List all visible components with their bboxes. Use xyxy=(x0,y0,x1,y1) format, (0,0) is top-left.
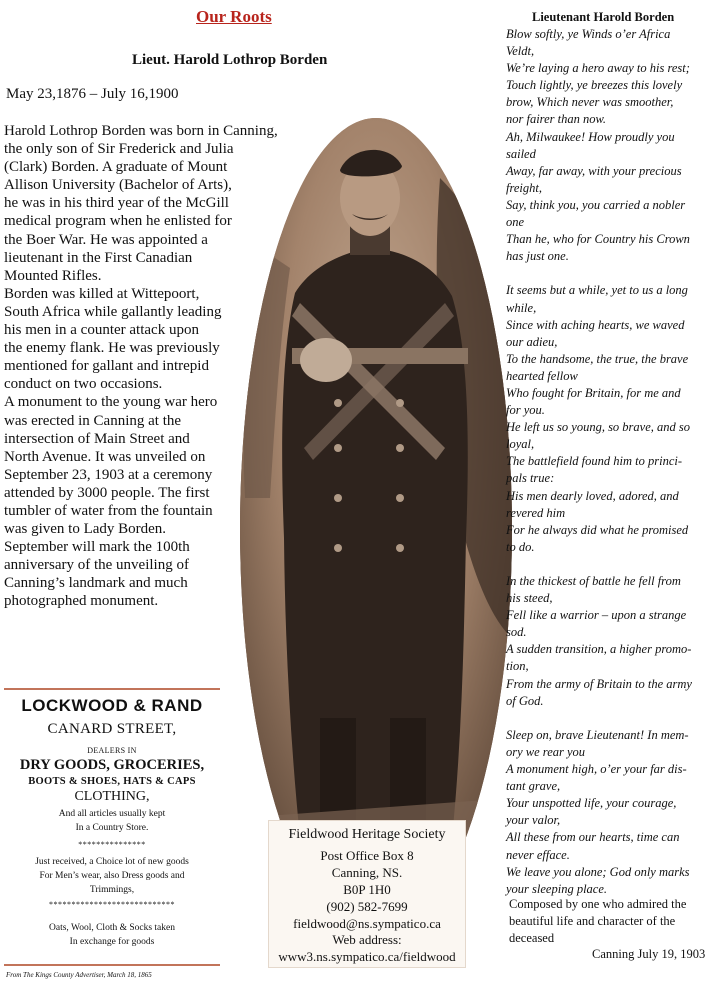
poem-line: To the handsome, the true, the brave xyxy=(506,351,689,366)
article-line: anniversary of the unveiling of xyxy=(4,557,189,574)
society-name: Fieldwood Heritage Society xyxy=(288,827,446,842)
article-line: tumbler of water from the fountain xyxy=(4,502,213,519)
poem-line: Touch lightly, ye breezes this lovely xyxy=(506,78,683,93)
ad-received-line-1: Just received, a Choice lot of new goods xyxy=(35,857,189,867)
attribution-line: beautiful life and character of the xyxy=(509,914,676,928)
ad-boots: BOOTS & SHOES, HATS & CAPS xyxy=(28,776,196,787)
poem-line: We leave you alone; God only marks xyxy=(506,864,690,879)
article-line: attended by 3000 people. The first xyxy=(4,484,210,501)
article-line: Harold Lothrop Borden was born in Canning, xyxy=(4,123,278,139)
poem-line: A sudden transition, a higher promo- xyxy=(506,642,692,657)
poem-line: Fell like a warrior – upon a strange xyxy=(506,608,687,623)
poem-line: brow, Which never was smoother, xyxy=(506,95,674,110)
poem-line: of God. xyxy=(506,693,544,708)
poem-line: For he always did what he promised xyxy=(506,522,689,537)
poem-line: The battlefield found him to princi- xyxy=(506,454,683,469)
poem-text xyxy=(506,26,724,898)
poem-line: Your unspotted life, your courage, xyxy=(506,796,677,811)
article-line: the only son of Sir Frederick and Julia xyxy=(4,141,234,158)
article-line: lieutenant in the First Canadian xyxy=(4,249,193,266)
society-phone: (902) 582-7699 xyxy=(326,899,408,914)
poem-line: A monument high, o’er your far dis- xyxy=(506,762,687,777)
attribution-line: Composed by one who admired the xyxy=(509,897,687,911)
poem-line: for you. xyxy=(506,403,545,418)
ad-dealers: DEALERS IN xyxy=(87,746,137,755)
poem-line: sod. xyxy=(506,625,527,640)
article-line: A monument to the young war hero xyxy=(4,394,218,411)
article-line: North Avenue. It was unveiled on xyxy=(4,448,206,465)
society-postal-code: B0P 1H0 xyxy=(343,882,391,897)
poem-line: while, xyxy=(506,300,537,315)
society-info-box xyxy=(268,820,466,968)
ad-clothing: CLOTHING, xyxy=(74,789,150,804)
poem-line: loyal, xyxy=(506,437,535,452)
stanza-gap xyxy=(506,556,724,573)
poem-line: Than he, who for Country his Crown xyxy=(506,232,690,247)
poem-line: Ah, Milwaukee! How proudly you xyxy=(506,129,675,144)
article-line: was erected in Canning at the xyxy=(4,412,182,429)
poem-line: Away, far away, with your precious xyxy=(506,163,682,178)
society-email-link[interactable]: fieldwood@ns.sympatico.ca xyxy=(293,916,441,931)
society-web-label: Web address: xyxy=(332,932,402,947)
advertisement xyxy=(4,690,220,990)
article-line: Canning’s landmark and much xyxy=(4,575,188,592)
poem-line: His men dearly loved, adored, and xyxy=(506,488,679,503)
poem-line: Veldt, xyxy=(506,44,535,59)
article-line: Borden was killed at Wittepoort, xyxy=(4,285,200,302)
ad-articles-line-1: And all articles usually kept xyxy=(58,809,166,819)
article-line: medical program when he enlisted for xyxy=(4,213,232,230)
article-line: the Boer War. He was appointed a xyxy=(4,231,208,248)
article-line: Mounted Rifles. xyxy=(4,267,102,284)
poem-line: We’re laying a hero away to his rest; xyxy=(506,61,690,76)
poem-line: Say, think you, you carried a nobler xyxy=(506,197,686,212)
article-line: (Clark) Borden. A graduate of Mount xyxy=(4,159,228,176)
stanza-gap xyxy=(506,710,724,727)
article-line: September 23, 1903 at a ceremony xyxy=(4,466,213,483)
poem-line: to do. xyxy=(506,539,535,554)
poem-line: Sleep on, brave Lieutenant! In mem- xyxy=(506,727,689,742)
stanza-gap xyxy=(506,265,724,282)
society-web-link[interactable]: www3.ns.sympatico.ca/fieldwood xyxy=(278,949,456,964)
poem-line: his steed, xyxy=(506,591,553,606)
poem-date: Canning July 19, 1903 xyxy=(592,947,706,961)
poem-line: pals true: xyxy=(506,471,555,486)
poem-line: From the army of Britain to the army xyxy=(506,676,692,691)
poem-line: It seems but a while, yet to us a long xyxy=(506,283,688,298)
portrait-photo xyxy=(240,118,512,940)
article-line: the enemy flank. He was previously xyxy=(4,340,220,357)
article-line: mentioned for gallant and intrepid xyxy=(4,358,209,375)
article-line: South Africa while gallantly leading xyxy=(4,303,222,320)
article-line: conduct on two occasions. xyxy=(4,376,163,393)
ad-source-credit: From The Kings County Advertiser, March 18, 1865 xyxy=(6,971,152,979)
article-line: photographed monument. xyxy=(4,593,159,610)
poem-line: nor fairer than now. xyxy=(506,112,607,127)
poem-line: sailed xyxy=(506,146,536,161)
poem-line: your valor, xyxy=(506,813,561,828)
poem-title: Lieutenant Harold Borden xyxy=(532,10,675,24)
section-heading: Our Roots xyxy=(196,7,272,26)
poem-line: our adieu, xyxy=(506,334,558,349)
ad-street: CANARD STREET, xyxy=(47,721,177,737)
ad-received-line-2: For Men’s wear, also Dress goods and xyxy=(39,871,185,881)
poem-line: tant grave, xyxy=(506,779,561,794)
article-line: he was in his third year of the McGill xyxy=(4,195,229,212)
ad-bottom-rule xyxy=(4,964,220,966)
poem-line: Who fought for Britain, for me and xyxy=(506,385,681,400)
poem-line: never efface. xyxy=(506,847,570,862)
poem-line: Since with aching hearts, we waved xyxy=(506,317,685,332)
society-town: Canning, NS. xyxy=(331,865,403,880)
article-line: his men in a counter attack upon xyxy=(4,322,199,339)
article-dates: May 23,1876 – July 16,1900 xyxy=(6,86,179,102)
ad-goods: DRY GOODS, GROCERIES, xyxy=(19,757,205,773)
poem-attribution xyxy=(509,896,724,947)
poem-line: tion, xyxy=(506,659,529,674)
poem-line: hearted fellow xyxy=(506,368,578,383)
article-line: September will mark the 100th xyxy=(4,539,190,556)
ad-articles-line-2: In a Country Store. xyxy=(75,823,149,833)
article-title: Lieut. Harold Lothrop Borden xyxy=(132,52,328,68)
article-line: Allison University (Bachelor of Arts), xyxy=(4,177,232,194)
poem-line: freight, xyxy=(506,180,542,195)
poem-line: your sleeping place. xyxy=(506,881,608,896)
attribution-line: deceased xyxy=(509,931,555,945)
article-line: was given to Lady Borden. xyxy=(4,521,167,538)
poem-line: has just one. xyxy=(506,249,569,264)
poem-line: Blow softly, ye Winds o’er Africa xyxy=(506,27,671,41)
poem-line: All these from our hearts, time can xyxy=(506,830,680,845)
ad-oats-line-1: Oats, Wool, Cloth & Socks taken xyxy=(49,923,175,933)
ad-divider-stars: *************** xyxy=(78,840,146,849)
ad-divider-stars: **************************** xyxy=(49,900,175,909)
poem-line: one xyxy=(506,215,525,230)
society-po-box: Post Office Box 8 xyxy=(320,848,414,863)
ad-store-name: LOCKWOOD & RAND xyxy=(21,696,203,715)
poem-line: In the thickest of battle he fell from xyxy=(506,574,681,588)
soldier-portrait-image xyxy=(240,118,512,940)
poem-line: He left us so young, so brave, and so xyxy=(506,420,691,435)
poem-line: revered him xyxy=(506,505,566,520)
ad-oats-line-2: In exchange for goods xyxy=(69,937,155,947)
poem-line: ory we rear you xyxy=(506,744,586,759)
article-line: intersection of Main Street and xyxy=(4,430,190,447)
ad-received-line-3: Trimmings, xyxy=(89,885,135,895)
